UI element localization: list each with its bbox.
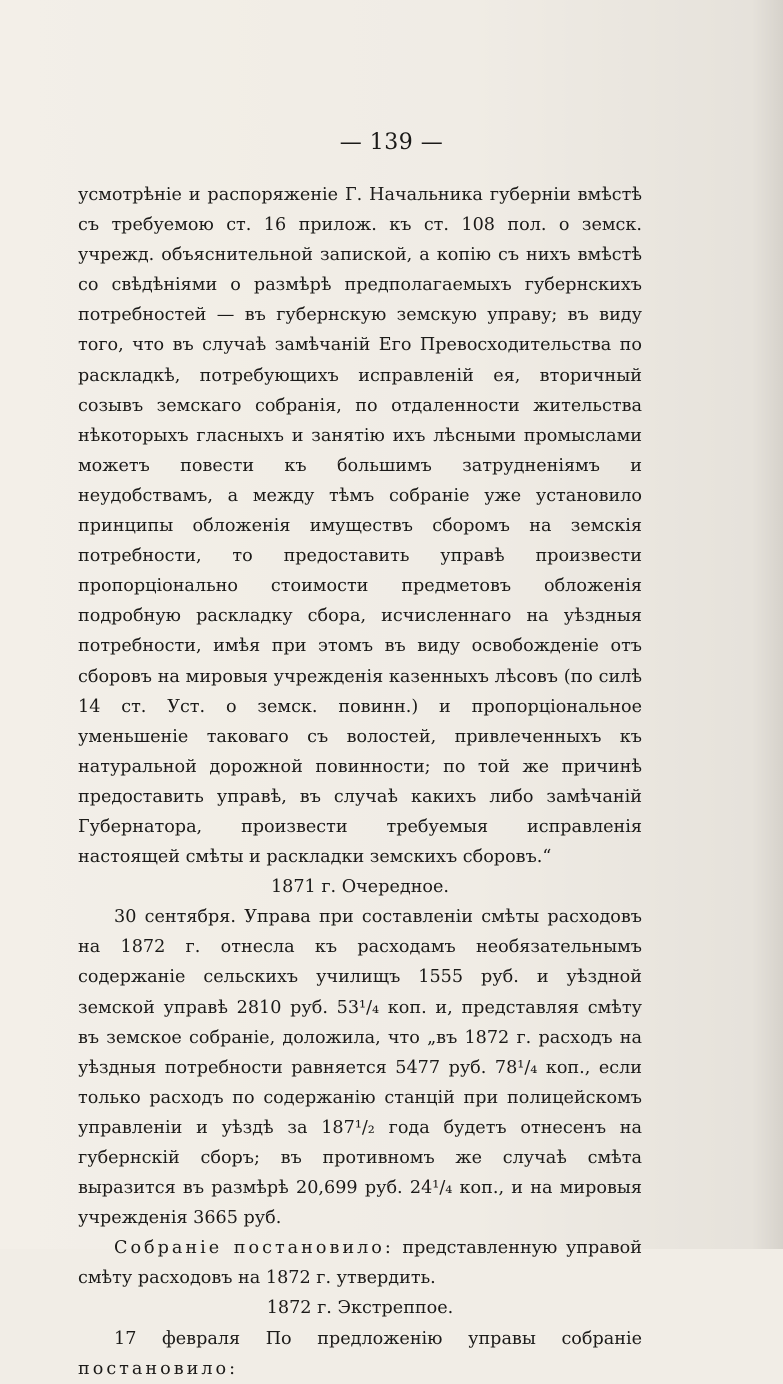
feb-17-text: 17 февраля По предложенію управы собраніе — [114, 1328, 642, 1349]
page-text — [78, 180, 642, 1384]
feb-17-spaced-text: постановило: — [78, 1358, 239, 1379]
resolution-text: представленную управой смѣту расходовъ на 1872 г. утвердить. — [78, 1238, 642, 1289]
paragraph-resolution — [78, 1233, 642, 1293]
page-number: — 139 — — [339, 130, 444, 155]
paragraph-feb-17 — [78, 1324, 642, 1384]
section-heading-1872: 1872 г. Экстреппое. — [266, 1298, 454, 1319]
paragraph-sept-30: 30 сентября. Управа при составленіи смѣты расходовъ на 1872 г. отнесла къ расходамъ необязательнымъ содержаніе сельскихъ училищъ 1555 руб. и уѣздной земской управѣ 2810 руб. 53¹/₄ коп. и, представляя смѣту въ земское собраніе, доложила, что „въ 1872 г. расходъ на уѣздныя потребности равняется 5477 руб. 78¹/₄ коп., если только расходъ по содержанію станцій при полицейскомъ управленіи и уѣздѣ за 187¹/₂ года будетъ отнесенъ на губернскій сборъ; въ противномъ же случаѣ смѣта выразится въ размѣрѣ 20,699 руб. 24¹/₄ коп., и на мировыя учрежденія 3665 руб. — [78, 907, 642, 1229]
section-heading-1871: 1871 г. Очередное. — [270, 877, 450, 898]
paragraph-continuation: усмотрѣніе и распоряженіе Г. Начальника губерніи вмѣстѣ съ требуемою ст. 16 прилож. къ ст. 108 пол. о земск. учрежд. объяснительной запиской, а копію съ нихъ вмѣстѣ со свѣдѣніями о размѣрѣ предполагаемыхъ губернскихъ потребностей — въ губернскую земскую управу; въ виду того, что въ случаѣ замѣчаній Его Превосходительства по раскладкѣ, потребующихъ исправленій ея, вторичный созывъ земскаго собранія, по отдаленности жительства нѣкоторыхъ гласныхъ и занятію ихъ лѣсными промыслами можетъ повести къ большимъ затрудненіямъ и неудобствамъ, а между тѣмъ собраніе уже установило принципы обложенія имуществъ сборомъ на земскія потребности, то предоставить управѣ произвести пропорціонально стоимости предметовъ обложенія подробную раскладку сбора, исчисленнаго на уѣздныя потребности, имѣя при этомъ въ виду освобожденіе отъ сборовъ на мировыя учрежденія казенныхъ лѣсовъ (по силѣ 14 ст. Уст. о земск. повинн.) и пропорціональное уменьшеніе таковаго съ волостей, привлеченныхъ къ натуральной дорожной повинности; по той же причинѣ предоставить управѣ, въ случаѣ какихъ либо замѣчаній Губернатора, произвести требуемыя исправленія настоящей смѣты и раскладки земскихъ сборовъ.“ — [78, 185, 642, 868]
resolution-spaced-text: Собраніе постановило: — [114, 1238, 394, 1259]
